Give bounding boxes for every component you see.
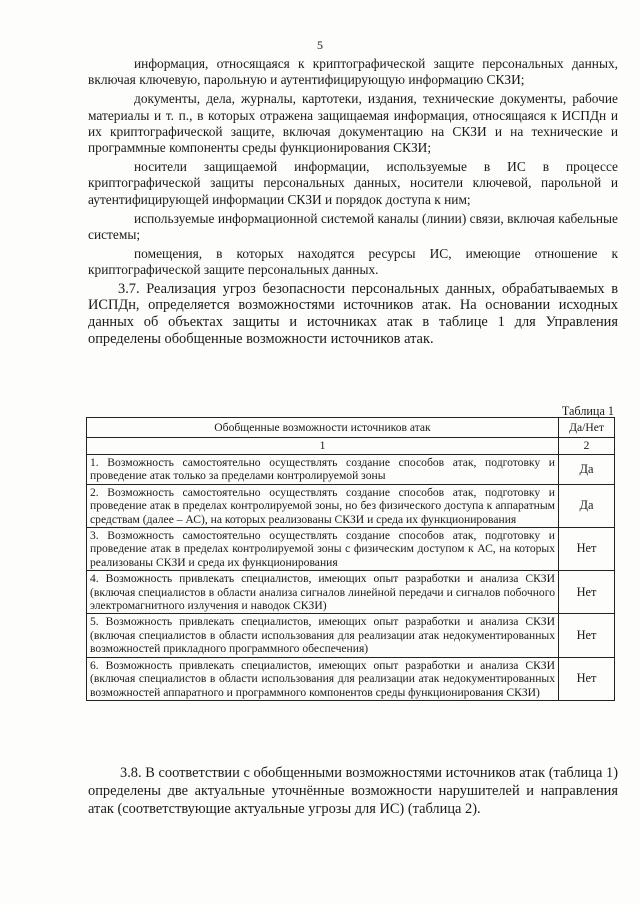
body-text	[88, 56, 618, 348]
section-3-7: 3.7. Реализация угроз безопасности персональных данных, обрабатываемых в ИСПДн, определяется возможностями источников атак. На основании исходных данных об объектах защиты и источниках атак в таблице 1 для Управления определены обобщенные возможности источников атак.	[88, 280, 618, 348]
table-row	[87, 484, 615, 527]
row-capability: 3. Возможность самостоятельно осуществлять создание способов атак, подготовку и проведение атак в пределах контролируемой зоны с физическим доступом к АС, на которых реализованы СКЗИ и среда их функционирования	[87, 528, 559, 571]
section-3-8: 3.8. В соответствии с обобщенными возможностями источников атак (таблица 1) определены две актуальные уточнённые возможности нарушителей и направления атак (соответствующие актуальные угрозы для ИС) (таблица 2).	[88, 765, 618, 817]
intro-item-5: помещения, в которых находятся ресурсы ИС, имеющие отношение к криптографической защите персональных данных.	[88, 246, 618, 278]
intro-item-1: информация, относящаяся к криптографической защите персональных данных, включая ключевую, парольную и аутентифицирующую информацию СКЗИ;	[88, 56, 618, 88]
row-answer: Нет	[559, 657, 615, 700]
intro-item-4: используемые информационной системой каналы (линии) связи, включая кабельные системы;	[88, 210, 618, 243]
row-capability: 6. Возможность привлекать специалистов, имеющих опыт разработки и анализа СКЗИ (включая специалистов в области использования для реализации атак недокументированных возможностей аппаратного и программного компонентов среды функционирования СКЗИ)	[87, 657, 559, 700]
intro-item-2: документы, дела, журналы, картотеки, издания, технические документы, рабочие материалы и т. п., в которых отражена защищаемая информация, относящаяся к ИСПДн и их криптографической защите, включая документацию на СКЗИ и на технические и программные компоненты среды функционирования СКЗИ;	[88, 91, 618, 156]
page-number: 5	[317, 38, 323, 52]
row-capability: 2. Возможность самостоятельно осуществлять создание способов атак, подготовку и проведение атак в пределах контролируемой зоны, но без физического доступа к аппаратным средствам (далее – АС), на которых реализованы СКЗИ и среда их функционирования	[87, 484, 559, 527]
column-number-2: 2	[559, 438, 615, 455]
intro-item-3: носители защищаемой информации, используемые в ИС в процессе криптографической защиты персональных данных, носители ключевой, парольной и аутентифицирующей информации СКЗИ и порядок доступа к ним;	[88, 159, 618, 207]
table-row	[87, 455, 615, 485]
row-capability: 4. Возможность привлекать специалистов, имеющих опыт разработки и анализа СКЗИ (включая специалистов в области анализа сигналов линейной передачи и сигналов побочного электромагнитного излучения и наводок СКЗИ)	[87, 571, 559, 614]
row-capability: 1. Возможность самостоятельно осуществлять создание способов атак, подготовку и проведение атак только за пределами контролируемой зоны	[87, 455, 559, 485]
table-row	[87, 528, 615, 571]
table-row	[87, 657, 615, 700]
column-number-1: 1	[87, 438, 559, 455]
row-answer: Да	[559, 484, 615, 527]
table-header-row	[87, 418, 615, 438]
header-capabilities: Обобщенные возможности источников атак	[87, 418, 559, 438]
row-answer: Нет	[559, 528, 615, 571]
final-text	[88, 764, 618, 818]
header-yes-no: Да/Нет	[559, 418, 615, 438]
table-caption: Таблица 1	[561, 404, 614, 418]
table-row	[87, 614, 615, 657]
attack-capabilities-table	[86, 417, 615, 701]
row-answer: Да	[559, 455, 615, 485]
row-capability: 5. Возможность привлекать специалистов, имеющих опыт разработки и анализа СКЗИ (включая специалистов в области использования для реализации атак недокументированных возможностей прикладного программного обеспечения)	[87, 614, 559, 657]
row-answer: Нет	[559, 571, 615, 614]
column-number-row	[87, 438, 615, 455]
row-answer: Нет	[559, 614, 615, 657]
table-row	[87, 571, 615, 614]
